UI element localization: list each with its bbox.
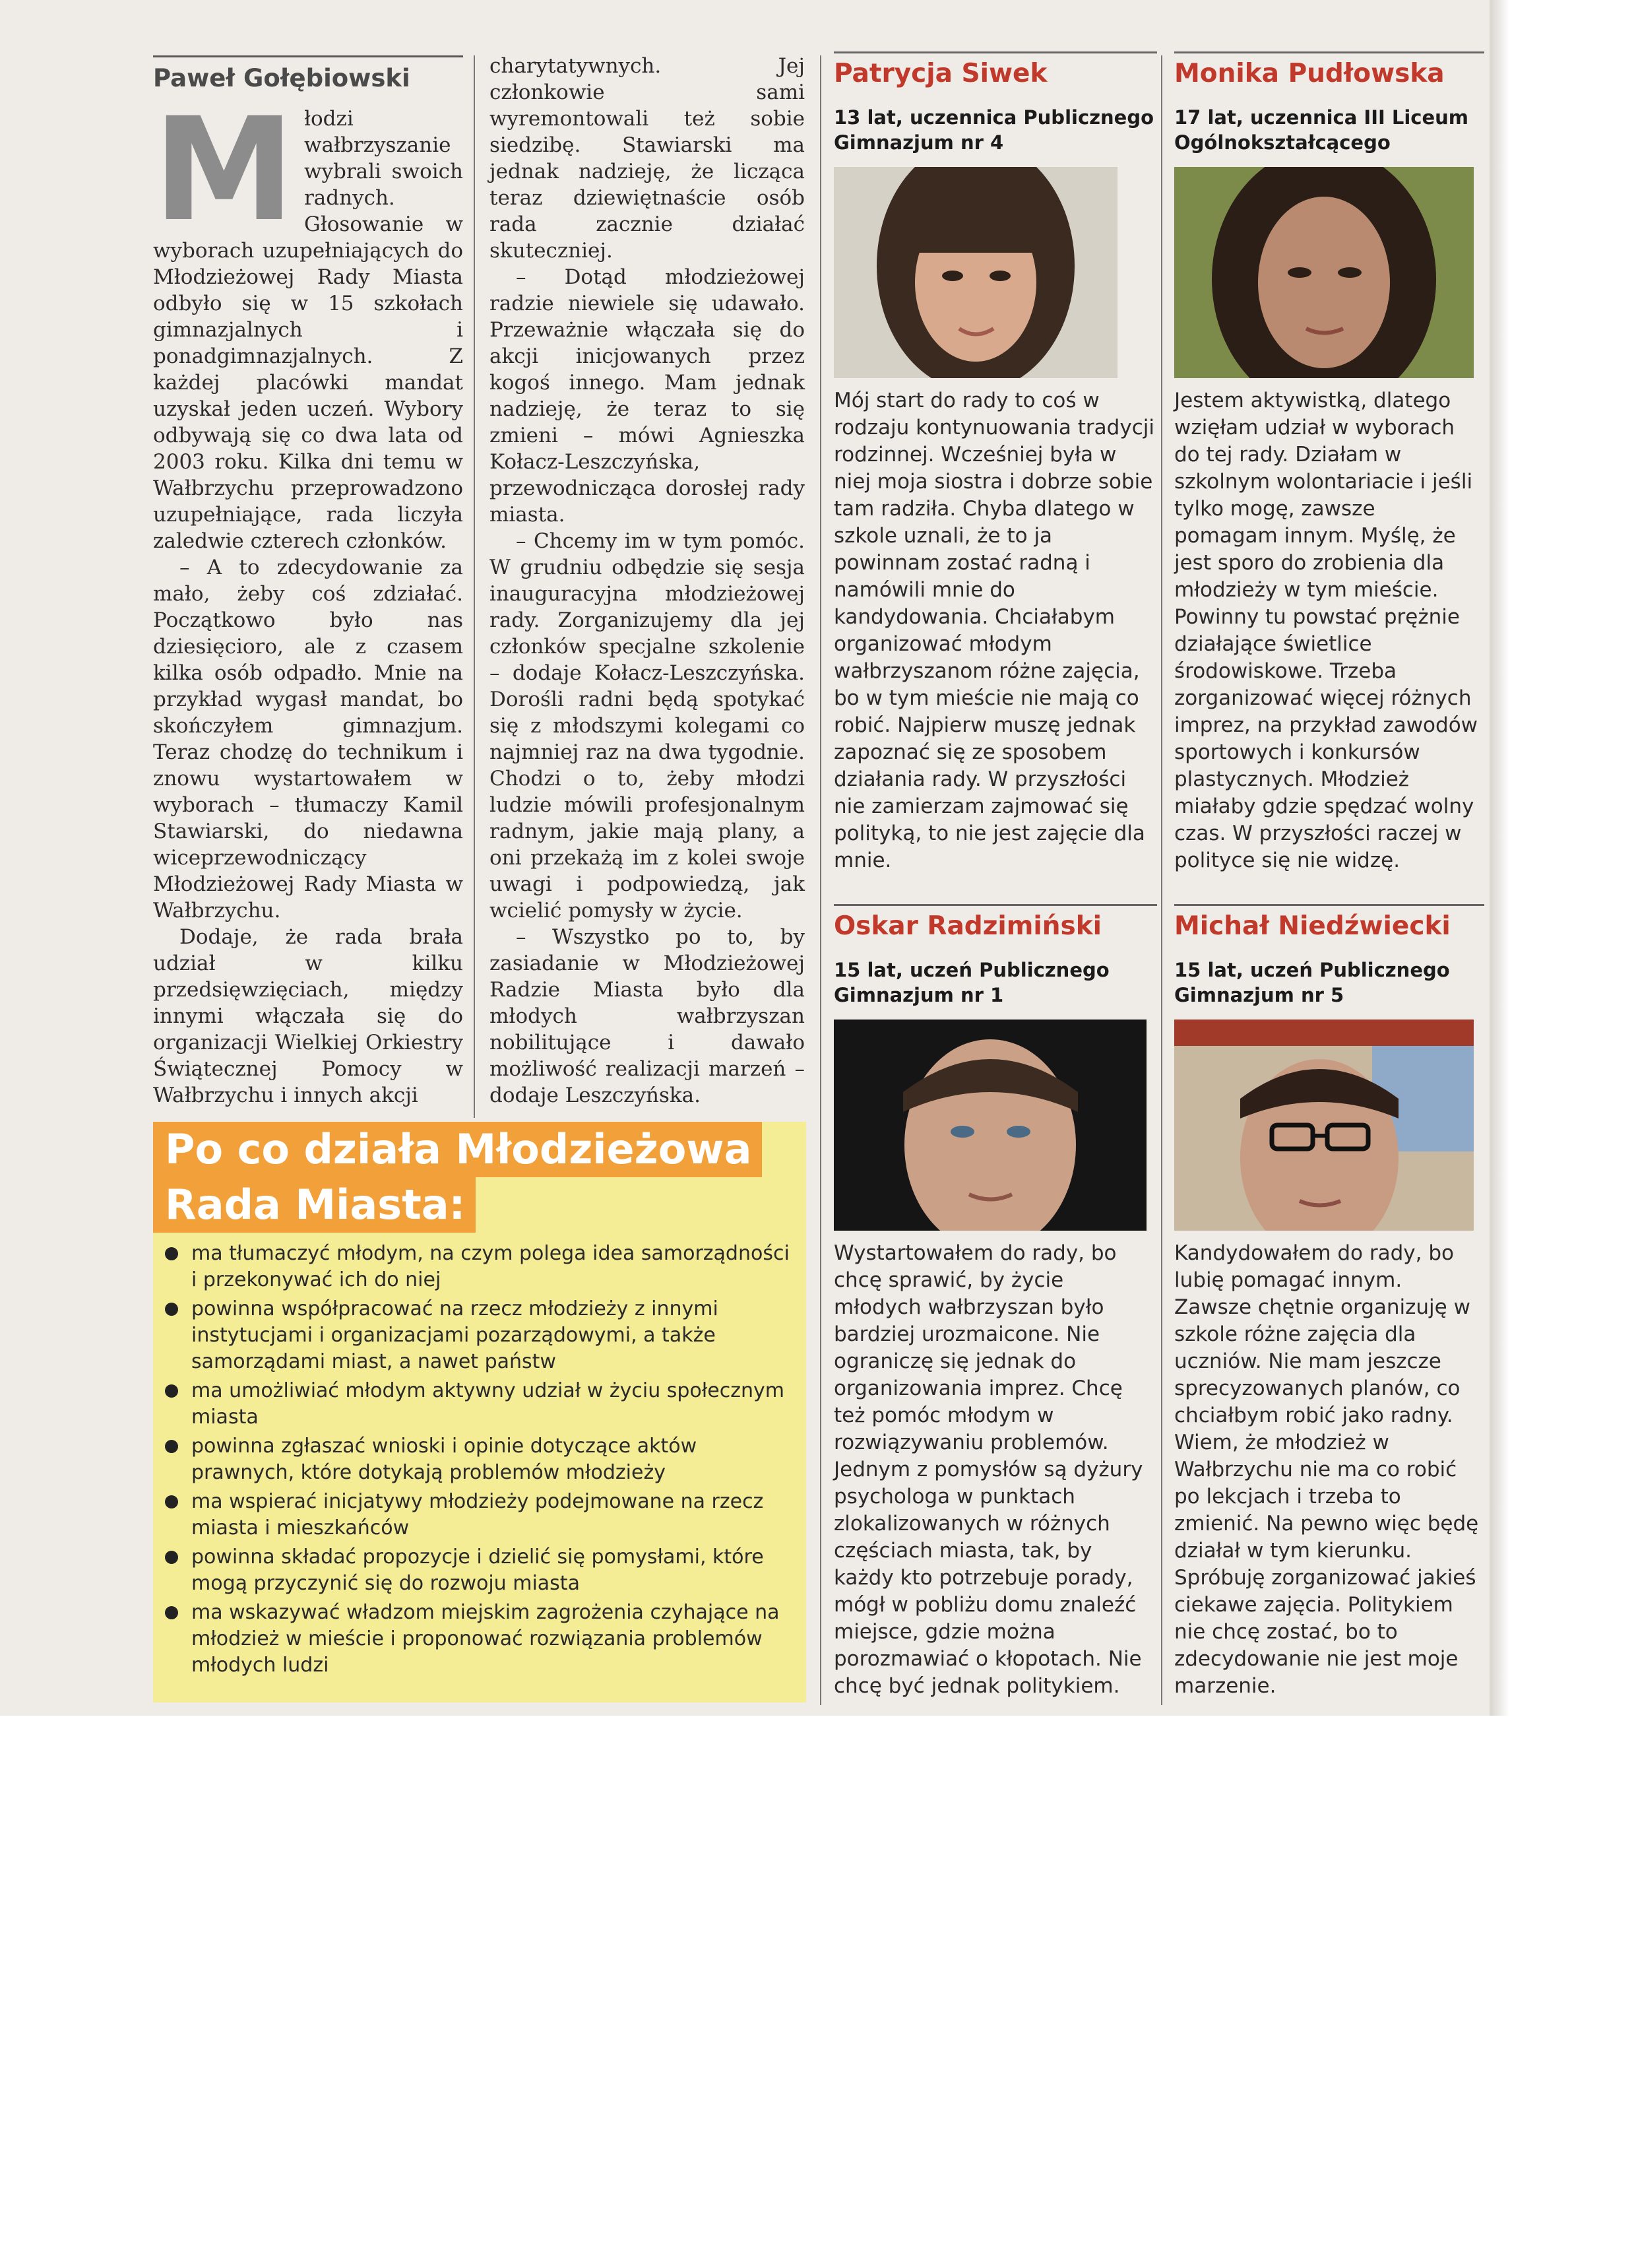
article-column-1 [153, 87, 463, 1109]
profile-name: Oskar Radzimiński [834, 904, 1157, 948]
article-paragraph: łodzi wałbrzyszanie wybrali swoich radnych. Głosowanie w wyborach uzupełniających do Młodzieżowej Rady Miasta odbyło się w 15 szkołach gimnazjalnych i ponadgimnazjalnych. Z każdej placówki mandat uzyskał jeden uczeń. Wybory odbywają się co dwa lata od 2003 roku. Kilka dni temu w Wałbrzychu przeprowadzono uzupełniające, rada liczyła zaledwie czterech członków. [153, 107, 463, 553]
bullet-icon [165, 1495, 178, 1508]
portrait-image [834, 167, 1117, 378]
portrait-image [1174, 167, 1474, 378]
info-box-list [162, 1241, 796, 1681]
column-divider [1161, 55, 1162, 1705]
profile-quote: Mój start do rady to coś w rodzaju kontynuowania tradycji rodzinnej. Wcześniej była w niej moja siostra i dobrze sobie tam radziła. Chyba dlatego w szkole uznali, że to ja powinnam zostać radną i namówili mnie do kandydowania. Chciałabym organizować młodym wałbrzyszanom różne zajęcia, bo w tym mieście nie mają co robić. Najpierw muszę jednak zapoznać się ze sposobem działania rady. W przyszłości nie zamierzam zajmować się polityką, to nie jest zajęcie dla mnie. [834, 389, 1154, 872]
profile-monika-pudlowska [1174, 51, 1484, 874]
bullet-icon [165, 1303, 178, 1316]
profile-description: 17 lat, uczennica III Liceum Ogólnokształcącego [1174, 106, 1469, 154]
profile-description: 15 lat, uczeń Publicznego Gimnazjum nr 1 [834, 959, 1110, 1006]
profile-quote: Jestem aktywistką, dlatego wzięłam udział w wyborach do tej rady. Działam w szkolnym wolontariacie i jeśli tylko mogę, zawsze pomagam innym. Myślę, że jest sporo do zrobienia dla młodzieży w tym mieście. Powinny tu powstać prężnie działające świetlice środowiskowe. Trzeba zorganizować więcej różnych imprez, na przykład zawodów sportowych i konkursów plastycznych. Młodzież miałaby gdzie spędzać wolny czas. W przyszłości raczej w polityce się nie widzę. [1174, 389, 1478, 872]
article-column-2 [489, 53, 805, 1109]
list-item: powinna składać propozycje i dzielić się pomysłami, które mogą przyczynić się do rozwoju miasta [162, 1544, 796, 1597]
profile-description: 13 lat, uczennica Publicznego Gimnazjum nr 4 [834, 106, 1154, 154]
portrait-image [1174, 1020, 1474, 1231]
profile-michal-niedzwiecki [1174, 904, 1484, 1700]
profile-name: Monika Pudłowska [1174, 51, 1484, 96]
profile-oskar-radziminski [834, 904, 1157, 1700]
column-divider [820, 55, 821, 1705]
info-box-title-line-2: Rada Miasta: [153, 1177, 476, 1233]
list-item: powinna współpracować na rzecz młodzieży z innymi instytucjami i organizacjami pozarządowymi, a także samorządami miast, a nawet państw [162, 1296, 796, 1375]
column-divider [474, 55, 475, 1118]
profile-name: Patrycja Siwek [834, 51, 1157, 96]
author-byline: Paweł Gołębiowski [153, 55, 463, 92]
article-paragraph: charytatywnych. Jej członkowie sami wyremontowali też sobie siedzibę. Stawiarski ma jednak nadzieję, że licząca teraz dziewiętnaście osób rada zacznie działać skuteczniej. [489, 54, 805, 263]
paper-edge [1490, 0, 1509, 1716]
profile-quote: Kandydowałem do rady, bo lubię pomagać innym. Zawsze chętnie organizuję w szkole różne zajęcia dla uczniów. Nie mam jeszcze sprecyzowanych planów, co chciałbym robić jako radny. Wiem, że młodzież w Wałbrzychu nie ma co robić po lekcjach i trzeba to zmienić. Na pewno więc będę działał w tym kierunku. Spróbuję zorganizować jakieś ciekawe zajęcia. Politykiem nie chcę zostać, bo to zdecydowanie nie jest moje marzenie. [1174, 1241, 1479, 1698]
bullet-icon [165, 1440, 178, 1453]
profile-patrycja-siwek [834, 51, 1157, 874]
article-paragraph: – Dotąd młodzieżowej radzie niewiele się udawało. Przeważnie włączała się do akcji inicjowanych przez kogoś innego. Mam jednak nadzieję, że teraz to się zmieni – mówi Agnieszka Kołacz-Leszczyńska, przewodnicząca dorosłej rady miasta. [489, 265, 805, 527]
profile-photo [834, 167, 1117, 378]
bullet-icon [165, 1551, 178, 1564]
info-box-title [153, 1122, 806, 1233]
list-item: powinna zgłaszać wnioski i opinie dotyczące aktów prawnych, które dotykają problemów młodzieży [162, 1433, 796, 1486]
list-item: ma umożliwiać młodym aktywny udział w życiu społecznym miasta [162, 1378, 796, 1431]
profile-name: Michał Niedźwiecki [1174, 904, 1484, 948]
list-item: ma tłumaczyć młodym, na czym polega idea samorządności i przekonywać ich do niej [162, 1241, 796, 1293]
article-paragraph: Dodaje, że rada brała udział w kilku przedsięwzięciach, między innymi włączała się do organizacji Wielkiej Orkiestry Świątecznej Pomocy w Wałbrzychu i innych akcji [153, 925, 463, 1107]
portrait-image [834, 1020, 1147, 1231]
bullet-icon [165, 1606, 178, 1619]
info-box-title-line-1: Po co działa Młodzieżowa [153, 1122, 762, 1177]
info-box [153, 1122, 806, 1702]
article-paragraph: – Chcemy im w tym pomóc. W grudniu odbędzie się sesja inauguracyjna młodzieżowej rady. Zorganizujemy dla jej członków specjalne szkolenie – dodaje Kołacz-Leszczyńska. Dorośli radni będą spotykać się z młodszymi kolegami co najmniej raz na dwa tygodnie. Chodzi o to, żeby młodzi ludzie mówili profesjonalnym radnym, jakie mają plany, a oni przekażą im z kolei swoje uwagi i podpowiedzą, jak wcielić pomysły w życie. [489, 529, 805, 923]
profile-description: 15 lat, uczeń Publicznego Gimnazjum nr 5 [1174, 959, 1450, 1006]
profile-photo [1174, 1020, 1474, 1231]
bullet-icon [165, 1384, 178, 1398]
list-item: ma wspierać inicjatywy młodzieży podejmowane na rzecz miasta i mieszkańców [162, 1489, 796, 1541]
profile-photo [1174, 167, 1474, 378]
article-paragraph: – A to zdecydowanie za mało, żeby coś zdziałać. Początkowo było nas dziesięcioro, ale z czasem kilka osób odpadło. Mnie na przykład wygasł mandat, bo skończyłem gimnazjum. Teraz chodzę do technikum i znowu wystartowałem w wyborach – tłumaczy Kamil Stawiarski, do niedawna wiceprzewodniczący Młodzieżowej Rady Miasta w Wałbrzychu. [153, 556, 463, 923]
list-item: ma wskazywać władzom miejskim zagrożenia czyhające na młodzież w mieście i proponować rozwiązania problemów młodych ludzi [162, 1600, 796, 1679]
profile-photo [834, 1020, 1147, 1231]
drop-cap: M [153, 87, 295, 253]
article-paragraph: – Wszystko po to, by zasiadanie w Młodzieżowej Radzie Miasta było dla młodych wałbrzyszan nobilitujące i dawało możliwość realizacji marzeń – dodaje Leszczyńska. [489, 925, 805, 1107]
bullet-icon [165, 1247, 178, 1260]
profile-quote: Wystartowałem do rady, bo chcę sprawić, by życie młodych wałbrzyszan było bardziej urozmaicone. Nie ograniczę się jednak do organizowania imprez. Chcę też pomóc młodym w rozwiązywaniu problemów. Jednym z pomysłów są dyżury psychologa w punktach zlokalizowanych w różnych częściach miasta, tak, by każdy kto potrzebuje porady, mógł w pobliżu domu znaleźć miejsce, gdzie można porozmawiać o kłopotach. Nie chcę być jednak politykiem. [834, 1241, 1143, 1698]
